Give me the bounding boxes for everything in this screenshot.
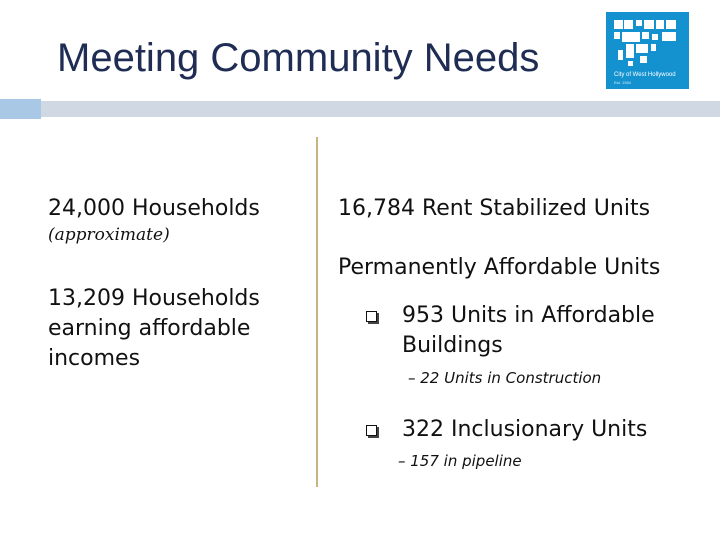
affordable-income-households xyxy=(48,284,260,374)
logo-wordmark: City of West Hollywood xyxy=(614,72,676,78)
households-stat: 24,000 Households xyxy=(48,196,260,221)
bullet-square-icon xyxy=(366,425,377,436)
column-divider xyxy=(316,137,318,487)
city-logo xyxy=(606,12,689,89)
slide-title: Meeting Community Needs xyxy=(57,36,540,80)
rent-stabilized-stat: 16,784 Rent Stabilized Units xyxy=(338,196,651,221)
construction-sub-note: – 22 Units in Construction xyxy=(408,369,602,387)
households-approx-note: (approximate) xyxy=(48,225,170,245)
permanently-affordable-heading: Permanently Affordable Units xyxy=(338,255,661,280)
title-divider-band xyxy=(0,101,720,117)
affordable-income-line: earning affordable xyxy=(48,316,251,341)
pipeline-sub-note: – 157 in pipeline xyxy=(398,452,522,470)
inclusionary-units-item: 322 Inclusionary Units xyxy=(402,417,648,442)
affordable-income-line: 13,209 Households xyxy=(48,286,260,311)
list-item-line: Buildings xyxy=(402,333,503,358)
bullet-square-icon xyxy=(366,311,377,322)
affordable-buildings-item xyxy=(402,301,655,361)
title-divider-accent xyxy=(0,99,41,119)
affordable-income-line: incomes xyxy=(48,346,141,371)
logo-tagline: Est. 1984 xyxy=(614,80,631,85)
list-item-line: 953 Units in Affordable xyxy=(402,303,655,328)
